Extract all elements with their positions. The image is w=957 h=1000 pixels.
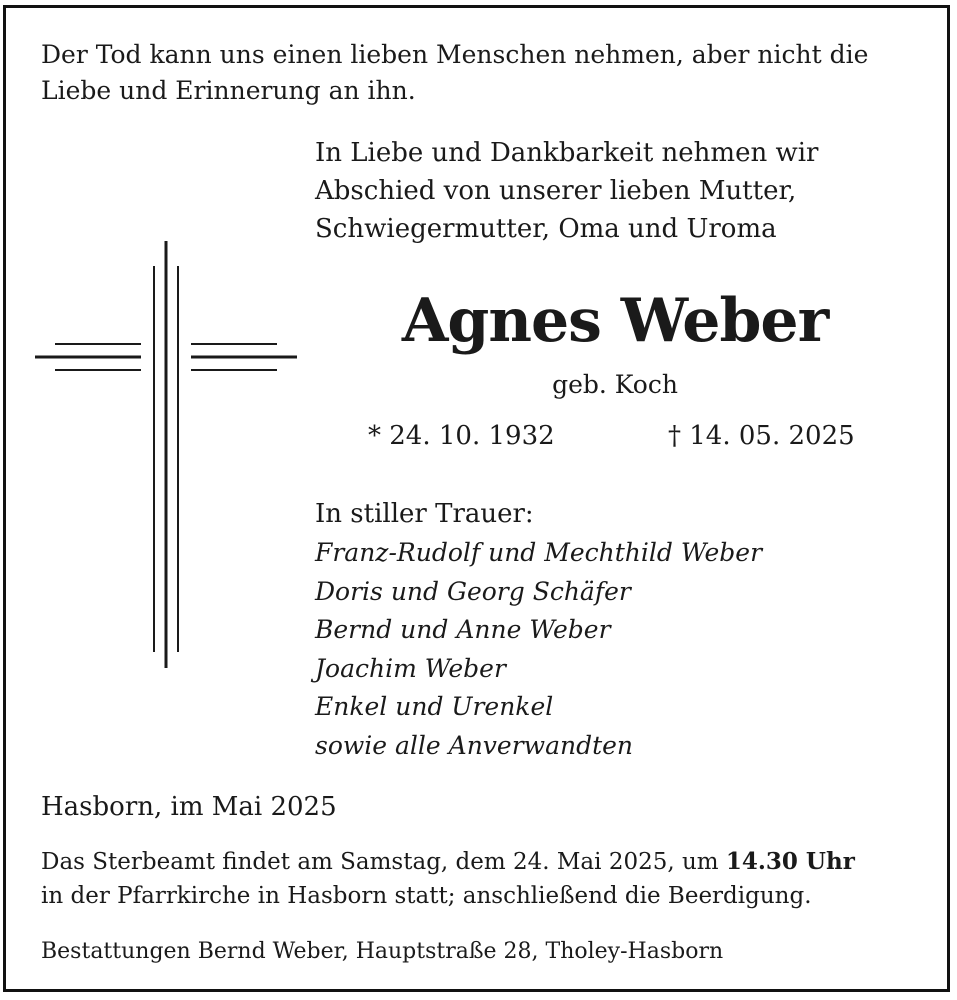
mourner-item: Doris und Georg Schäfer <box>315 576 631 606</box>
motto <box>41 37 868 109</box>
undertaker-info: Bestattungen Bernd Weber, Hauptstraße 28, Tholey-Hasborn <box>41 939 724 964</box>
intro-text <box>315 134 818 248</box>
service-time: 14.30 Uhr <box>725 848 855 875</box>
mourner-item: Bernd und Anne Weber <box>315 615 611 644</box>
motto-line: Der Tod kann uns einen lieben Menschen nehmen, aber nicht die <box>41 40 869 69</box>
motto-line: Liebe und Erinnerung an ihn. <box>41 76 416 105</box>
mourning-label: In stiller Trauer: <box>315 499 534 529</box>
mourner-item: Franz-Rudolf und Mechthild Weber <box>315 538 763 567</box>
mourners-list <box>315 534 762 765</box>
cross-icon <box>33 238 299 670</box>
place-date: Hasborn, im Mai 2025 <box>41 792 337 822</box>
birth-date: * 24. 10. 1932 <box>368 421 555 451</box>
intro-line: Schwiegermutter, Oma und Uroma <box>315 214 777 244</box>
birth-name: geb. Koch <box>552 370 678 399</box>
service-text: Das Sterbeamt findet am Samstag, dem 24. Mai 2025, um <box>41 849 726 875</box>
mourner-item: sowie alle Anverwandten <box>315 730 634 760</box>
intro-line: In Liebe und Dankbarkeit nehmen wir <box>315 138 819 168</box>
mourner-item: Enkel und Urenkel <box>315 692 554 721</box>
mourner-item: Joachim Weber <box>315 653 506 683</box>
service-info <box>41 845 855 913</box>
intro-line: Abschied von unserer lieben Mutter, <box>315 176 797 206</box>
death-date: † 14. 05. 2025 <box>668 421 855 451</box>
deceased-name: Agnes Weber <box>401 286 829 356</box>
service-line <box>41 845 855 879</box>
service-line: in der Pfarrkirche in Hasborn statt; anschließend die Beerdigung. <box>41 883 812 909</box>
